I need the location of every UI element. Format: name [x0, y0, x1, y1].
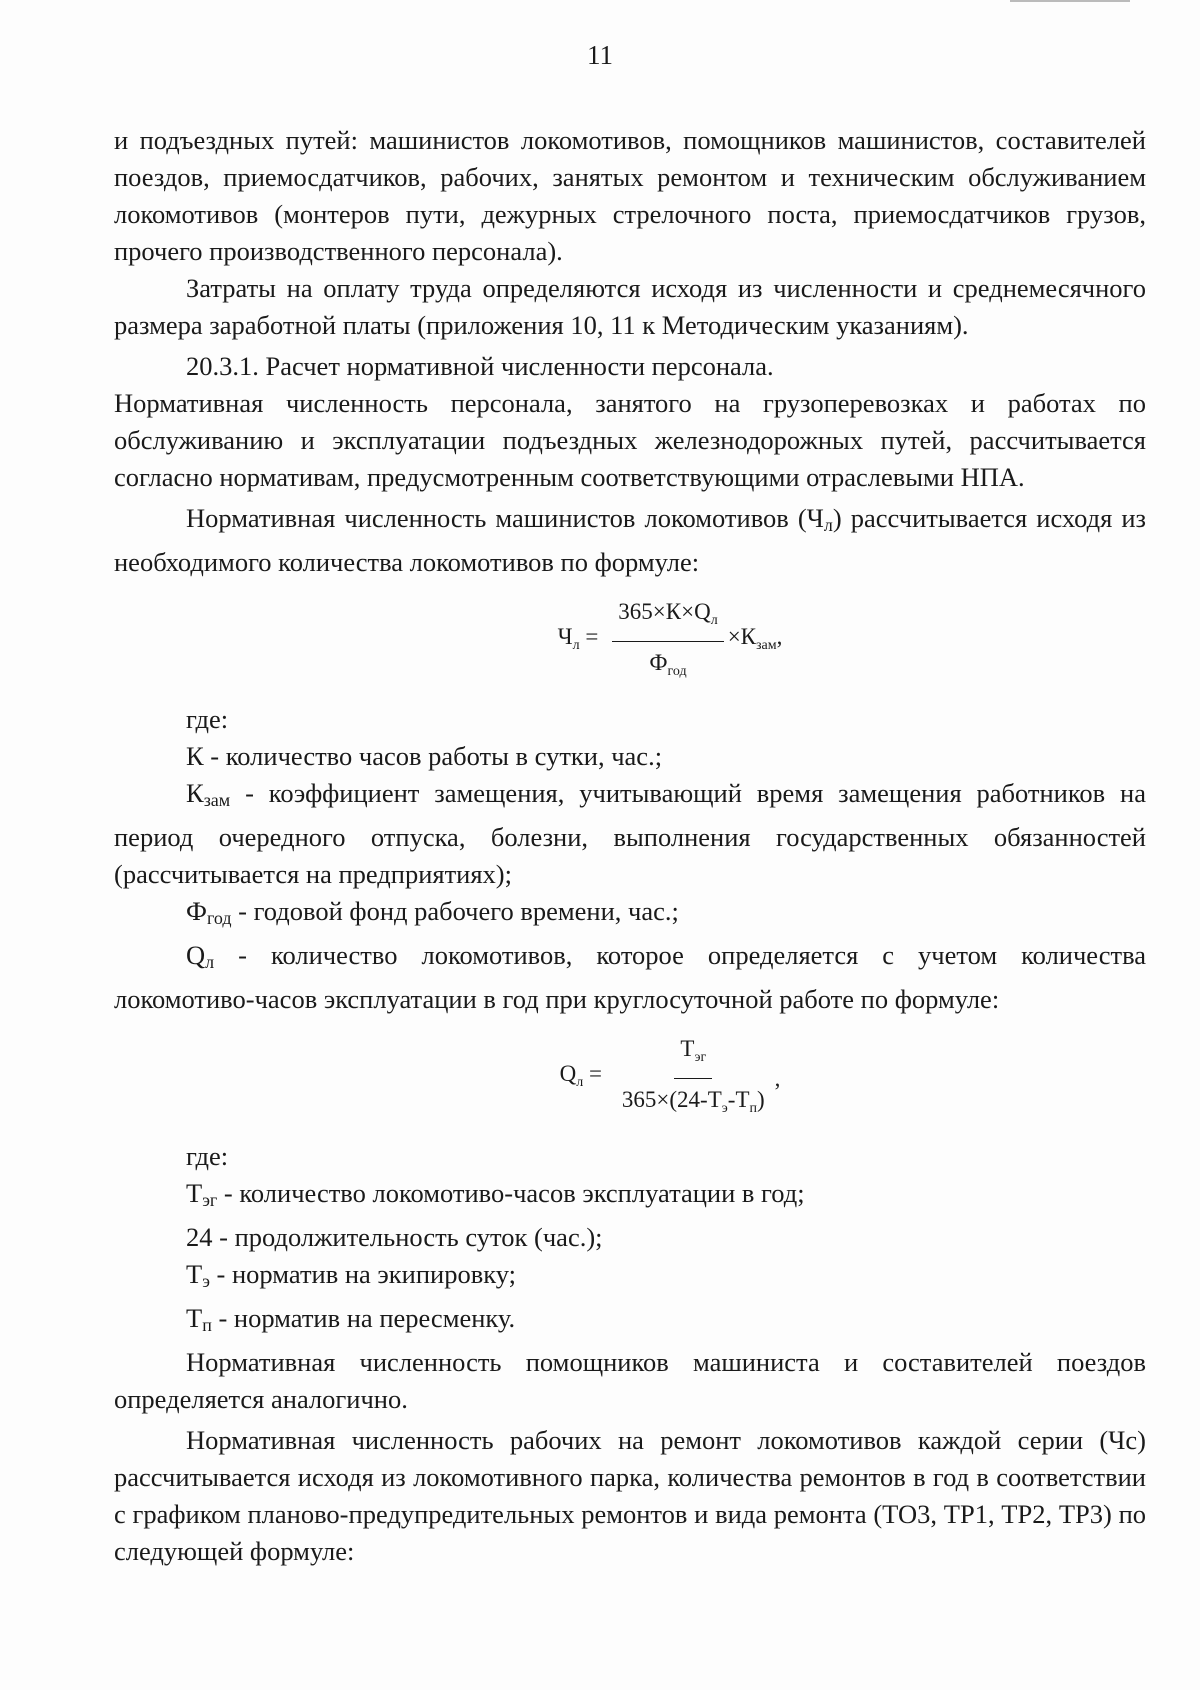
- numerator-subscript: эг: [694, 1049, 707, 1065]
- definition-subscript: эг: [202, 1190, 218, 1210]
- definition-tp: [114, 1300, 1146, 1344]
- definition-symbol: К: [186, 778, 204, 808]
- denominator-text: Ф: [649, 649, 668, 675]
- definition-symbol: Ф: [186, 896, 207, 926]
- definition-symbol: Т: [186, 1178, 203, 1208]
- definition-k: К - количество часов работы в сутки, час.;: [186, 741, 663, 771]
- formula-equals: =: [585, 624, 599, 649]
- multiplier-text: ×К: [727, 624, 757, 649]
- body-text: [114, 122, 1146, 1570]
- section-heading-20-3-1: 20.3.1. Расчет нормативной численности персонала.: [186, 351, 774, 381]
- formula-subscript: л: [576, 1075, 584, 1090]
- formula-locomotives: [194, 1018, 1146, 1138]
- paragraph-drivers-count: [114, 500, 1146, 581]
- numerator-text: 365×К×Q: [618, 598, 711, 624]
- definition-subscript: л: [205, 952, 215, 972]
- denominator-text: 365×(24-Т: [621, 1086, 722, 1112]
- fraction-numerator: [674, 1030, 712, 1079]
- numerator-text: Т: [680, 1035, 695, 1061]
- definition-subscript: э: [202, 1271, 210, 1291]
- numerator-subscript: л: [710, 612, 718, 628]
- fraction-denominator: [643, 642, 692, 690]
- formula-drivers: [194, 581, 1146, 701]
- paragraph-repair-workers: Нормативная численность рабочих на ремонт локомотивов каждой серии (Чс) рассчитывается исходя из локомотивного парка, количества ремонтов в год в соответствии с графиком планово-предупредительных ремонтов и вида ремонта (ТО3, ТР1, ТР2, ТР3) по следующей формуле:: [114, 1425, 1146, 1566]
- paragraph-continuation: и подъездных путей: машинистов локомотивов, помощников машинистов, составителей поездов, приемосдатчиков, рабочих, занятых ремонтом и техническим обслуживанием локомотивов (монтеров пути, дежурных стрелочного поста, приемосдатчиков грузов, прочего производственного персонала).: [114, 125, 1146, 266]
- formula-lhs: [560, 1055, 602, 1101]
- definition-subscript: год: [206, 908, 232, 928]
- formula-lhs: [558, 618, 599, 664]
- definition-subscript: зам: [203, 790, 231, 810]
- definition-te: [114, 1256, 1146, 1300]
- fraction-numerator: [612, 593, 723, 642]
- formula-multiplier: [728, 618, 783, 664]
- where-label: где:: [186, 704, 229, 734]
- definition-text: - годовой фонд рабочего времени, час.;: [231, 896, 679, 926]
- definition-subscript: п: [202, 1315, 212, 1335]
- definition-text: - количество локомотиво-часов эксплуатации в год;: [217, 1178, 805, 1208]
- definition-ql: [114, 937, 1146, 1018]
- definition-symbol: Q: [186, 940, 206, 970]
- denominator-subscript: п: [749, 1100, 757, 1116]
- denominator-subscript: э: [721, 1100, 728, 1116]
- formula-fraction: [612, 593, 723, 690]
- page-number: 11: [587, 40, 613, 70]
- definition-kzam: [114, 775, 1146, 893]
- where-label: где:: [186, 1141, 229, 1171]
- text-fragment: Нормативная численность машинистов локомотивов (Ч: [186, 503, 824, 533]
- definition-symbol: Т: [186, 1303, 203, 1333]
- definition-fgod: [114, 893, 1146, 937]
- multiplier-subscript: зам: [756, 638, 777, 653]
- definition-text: - норматив на пересменку.: [211, 1303, 516, 1333]
- paragraph-labor-costs: Затраты на оплату труда определяются исходя из численности и среднемесячного размера заработной платы (приложения 10, 11 к Методическим указаниям).: [114, 273, 1146, 340]
- definition-text: - количество локомотивов, которое определяется с учетом количества локомотиво-часов эксплуатации в год при круглосуточной работе по формуле:: [114, 940, 1146, 1014]
- formula-comma: ,: [774, 1065, 781, 1091]
- subscript: л: [823, 515, 833, 535]
- formula-subscript: л: [572, 638, 580, 653]
- paragraph-normative-staff: Нормативная численность персонала, занятого на грузоперевозках и работах по обслуживанию и эксплуатации подъездных железнодорожных путей, рассчитывается согласно нормативам, предусмотренным соответствующими отраслевыми НПА.: [114, 388, 1146, 492]
- denominator-text: -Т: [727, 1086, 750, 1112]
- definition-symbol: Т: [186, 1259, 203, 1289]
- denominator-text: ): [757, 1086, 765, 1112]
- scan-edge-mark: [1010, 0, 1130, 2]
- formula-fraction: [616, 1030, 771, 1127]
- formula-comma: ,: [776, 624, 783, 649]
- definition-text: - норматив на экипировку;: [209, 1259, 516, 1289]
- fraction-denominator: [616, 1079, 771, 1127]
- formula-equals: =: [588, 1061, 602, 1086]
- paragraph-assistants: Нормативная численность помощников машиниста и составителей поездов определяется аналогично.: [114, 1347, 1146, 1414]
- formula-symbol: Ч: [557, 624, 573, 649]
- definition-text: - коэффициент замещения, учитывающий время замещения работников на период очередного отпуска, болезни, выполнения государственных обязанностей (рассчитывается на предприятиях);: [114, 778, 1146, 889]
- definition-teg: [114, 1175, 1146, 1219]
- definition-24: 24 - продолжительность суток (час.);: [186, 1222, 603, 1252]
- formula-symbol: Q: [559, 1061, 577, 1086]
- text-fragment: ) рассчитывается исходя из необходимого количества локомотивов по формуле:: [114, 503, 1146, 577]
- denominator-subscript: год: [667, 663, 687, 679]
